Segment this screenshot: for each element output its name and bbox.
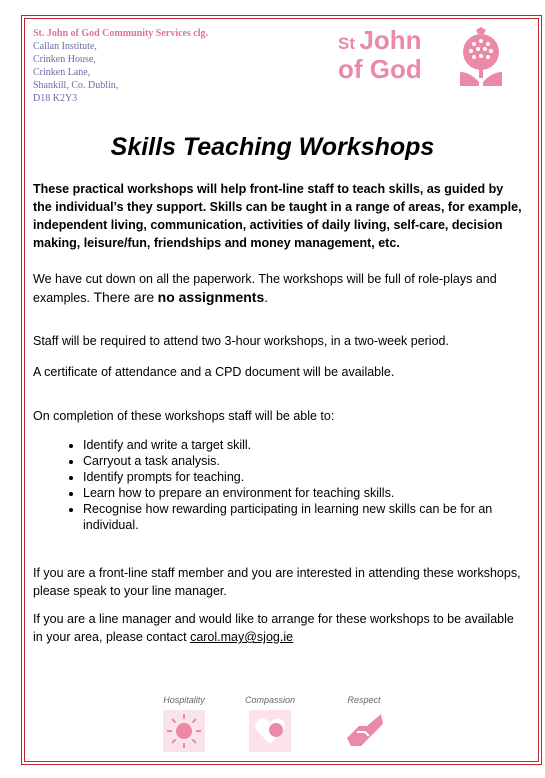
value-label: Compassion — [244, 695, 296, 705]
list-item: • Identify prompts for teaching. — [83, 469, 525, 485]
list-item: • Carryout a task analysis. — [83, 453, 525, 469]
handshake-icon — [343, 710, 385, 752]
address-line: Callan Institute, — [33, 41, 97, 52]
no-assignments-suffix: . — [264, 289, 269, 305]
logo-st: St — [338, 34, 355, 53]
logo-text — [338, 25, 422, 84]
paperwork-paragraph — [33, 270, 525, 307]
address-line: Shankill, Co. Dublin, — [33, 80, 119, 91]
heart-icon — [249, 710, 291, 752]
page-title: Skills Teaching Workshops — [110, 133, 435, 161]
address-line: Crinken Lane, — [33, 67, 91, 78]
org-name: St. John of God Community Services clg. — [33, 28, 208, 39]
manager-text: If you are a line manager and would like to arrange for these workshops to be available in your area, please contact — [33, 612, 514, 644]
pomegranate-icon — [454, 26, 508, 90]
logo-john: John — [359, 25, 422, 55]
value-compassion — [230, 694, 310, 752]
list-item: • Identify and write a target skill. — [83, 437, 525, 453]
value-hospitality — [144, 694, 224, 752]
paperwork-text: We have cut down on all the paperwork. The workshops will be full of role-plays and examples. — [33, 272, 497, 305]
outcomes-intro: On completion of these workshops staff will be able to: — [33, 409, 335, 423]
page-border-inner — [24, 18, 539, 762]
sun-icon — [163, 710, 205, 752]
certificate-paragraph: A certificate of attendance and a CPD document will be available. — [33, 365, 395, 379]
list-item: • Learn how to prepare an environment for teaching skills. — [83, 485, 525, 501]
sjog-logo — [338, 26, 508, 92]
address-block — [33, 27, 208, 105]
value-label: Respect — [347, 695, 381, 705]
manager-paragraph — [33, 610, 525, 646]
value-respect — [324, 694, 404, 752]
intro-paragraph: These practical workshops will help front-line staff to teach skills, as guided by the individual’s they support. Skills can be taught in a range of areas, for example, independent living, communication, activities of daily living, self-care, decision making, leisure/fun, friendships and money management, etc. — [33, 182, 522, 250]
list-item: • Recognise how rewarding participating in learning new skills can be for an individual. — [83, 501, 525, 533]
values-row — [150, 694, 410, 756]
attendance-paragraph: Staff will be required to attend two 3-hour workshops, in a two-week period. — [33, 334, 449, 348]
frontline-paragraph: If you are a front-line staff member and you are interested in attending these workshops, please speak to your line manager. — [33, 566, 521, 598]
logo-of-god: of God — [338, 54, 422, 84]
address-line: Crinken House, — [33, 54, 96, 65]
outcomes-list — [33, 437, 525, 533]
value-label: Hospitality — [163, 695, 205, 705]
contact-email-link[interactable]: carol.may@sjog.ie — [190, 630, 294, 644]
no-assignments-prefix: There are — [93, 289, 155, 305]
address-line: D18 K2Y3 — [33, 93, 78, 104]
no-assignments-bold: no assignments — [157, 289, 265, 305]
